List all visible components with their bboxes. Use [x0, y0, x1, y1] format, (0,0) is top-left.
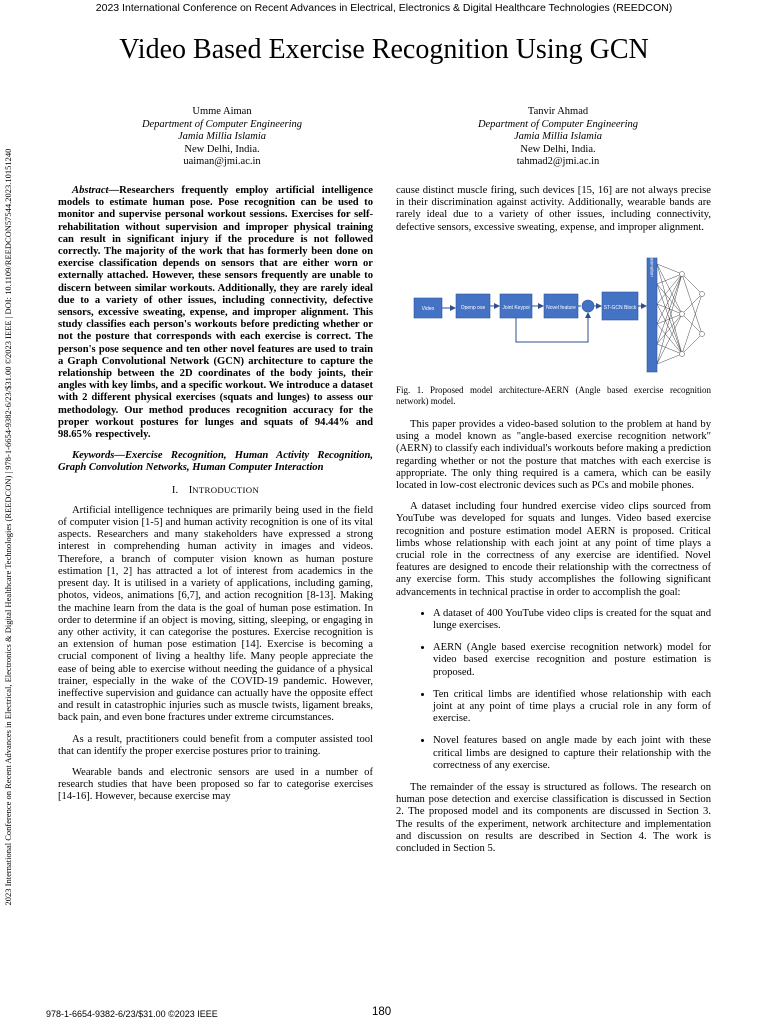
conference-header: 2023 International Conference on Recent Advances in Electrical, Electronics & Digital Healthcare Technologies (REEDCON) — [95, 2, 673, 14]
abstract — [58, 185, 373, 441]
left-column — [58, 185, 373, 813]
concat-circle — [582, 300, 594, 312]
paper-title: Video Based Exercise Recognition Using GCN — [119, 34, 649, 65]
section-heading — [58, 484, 373, 497]
section-number: I. — [171, 484, 179, 496]
section-title-first: I — [188, 484, 193, 496]
list-item: • A dataset of 400 YouTube video clips is created for the squat and lunge exercises. — [433, 608, 711, 632]
intro-paragraph-2: As a result, practitioners could benefit from a computer assisted tool that can identify the proper exercise postures prior to training. — [58, 733, 373, 757]
author-city: New Delhi, India. — [520, 143, 596, 155]
list-item: • AERN (Angle based exercise recognition network) model for video based exercise recognition and posture estimation is proposed. — [433, 642, 711, 679]
footer-isbn: 978-1-6654-9382-6/23/$31.00 ©2023 IEEE — [46, 1009, 218, 1019]
list-item: • Novel features based on angle made by each joint with these critical limbs are designed to capture their relationship with the correctness of any exercise. — [433, 735, 711, 772]
side-citation: 2023 International Conference on Recent Advances in Electrical, Electronics & Digital Healthcare Technologies (REEDCON) | 978-1-6654-9382-6/23/$31.00 ©2023 IEEE | DOI: 10.1109/REEDCON57544.2023.10151240 — [3, 148, 13, 906]
architecture-figure — [410, 254, 710, 376]
contribution-list — [396, 608, 711, 772]
intro-paragraph-1: Artificial intelligence techniques are primarily being used in the field of computer vision [1-5] and human activity recognition is one of its vital aspects. Researchers and many stakeholders have expressed a strong interest in comprehending human activity in images and videos. Therefore, a branch of computer vision known as human posture estimation [1, 2] has attracted a lot of interest from academics in the present day. It is utilised in a variety of applications, including gaming, photos, videos, animations [6,7], and action recognition [8-13]. Making the machine learn from the data is the goal of human pose estimation. In order to determine if an object is moving, sitting, sleeping, or engaging in any other activity, it can categorise the postures. Exercise recognition is an extension of human pose estimation [14]. Exercise is becoming a crucial component of living a healthy life. Many people appreciate the ease of being able to exercise without needing the guidance of a physical trainer, especially in the wake of the COVID-19 pandemic. However, ineffective supervision and guidance can actually have the opposite effect and result in catastrophic injuries such as muscle twists, ligament breaks, back pain, and even bone fractures under extreme circumstances. — [58, 504, 373, 724]
joint-label: Joint Keypoi — [502, 305, 530, 311]
section-title-rest: NTRODUCTION — [192, 484, 260, 495]
architecture-diagram — [410, 254, 710, 376]
intro-paragraph-3: Wearable bands and electronic sensors are used in a number of research studies that have been proposed so far to categorise exercises [14-16]. However, because exercise may — [58, 766, 373, 803]
author-dept: Department of Computer Engineering — [141, 118, 303, 130]
author-univ: Jamia Millia Islamia — [513, 131, 603, 142]
openpose-label: Openp ose — [460, 305, 486, 311]
figure-caption: Fig. 1. Proposed model architecture-AERN (Angle based exercise recognition network) model. — [396, 385, 711, 406]
author-dept: Department of Computer Engineering — [477, 118, 639, 130]
author-name: Umme Aiman — [192, 106, 252, 117]
right-paragraph-continued: cause distinct muscle firing, such devices [15, 16] are not always precise in their discrimination against activity. Additionally, wearable bands are rarely ideal due to a variety of other issues, including connectivity, defective sensors, excessive sweating, expense, and improper alignment. — [396, 185, 711, 233]
author-univ: Jamia Millia Islamia — [177, 131, 267, 142]
abstract-label: Abstract — [72, 185, 109, 196]
list-item: • Ten critical limbs are identified whose relationship with each joint at any point of time plays a crucial role in any form of exercise. — [433, 689, 711, 726]
abstract-text: —Researchers frequently employ artificial intelligence models to estimate human pose. Pose recognition can be used to monitor and supervise personal workout sessions. Exercises for self-rehabilitation without supervision and improper physical training can result in significant injury if the procedure is not followed correctly. The majority of the work that has formerly been done on exercise classification depends on sensors that are either worn or externally attached. However, these sensors frequently are unable to discern between similar workouts. Additionally, they are rarely ideal due to a variety of other issues, including connectivity, defective sensors, excessive sweating, expense, and improper alignment. This study classifies each person's workouts before predicting whether or not the posture that corresponds with each exercise is correct. The person's pose sequence and ten other novel features are used to train a Graph Convolutional Network (GCN) architecture to capture the relationship between the 2D coordinates of the body joints, their angles with key limbs, and a specific workout. We introduce a dataset with 2 different physical exercises (squats and lunges) to assess our methodology. Our method produces recognition accuracy for the proper workout postures for lunges and squats of 94.44% and 98.65% respectively. — [58, 185, 373, 441]
right-paragraph-2: A dataset including four hundred exercise video clips sourced from YouTube was developed for squats and lunges. Video based exercise recognition and posture estimation model AERN is proposed. Critical limbs whose relationship with each joint at any point of time plays a crucial role in the correctness of any exercise are identified. Novel features are designed to encode their relationship with the correctness of any exercise form. This study accomplishes the following significant advancements in technical practise in order to accomplish the goal: — [396, 501, 711, 598]
right-paragraph-1: This paper provides a video-based solution to the problem at hand by using a model known as "angle-based exercise recognition network" (AERN) to classify each individual's workouts before making a prediction regarding whether or not the posture that matches with each exercise is appropriate. The only thing required is a camera, which can be easily located in low-cost electronic devices such as PCs and mobile phones. — [396, 419, 711, 492]
author-name: Tanvir Ahmad — [527, 106, 589, 117]
novel-label: Novel feature — [546, 305, 576, 311]
author-block-2 — [428, 106, 688, 169]
author-email: tahmad2@jmi.ac.in — [516, 156, 600, 167]
right-column-top — [396, 185, 711, 243]
right-paragraph-final: The remainder of the essay is structured as follows. The research on human pose detection and exercise classification is discussed in Section 2. The proposed model and its components are discussed in Section 3. The results of the experiment, network architecture and implementation and discussion on results are described in Section 4. The work is concluded in Section 5. — [396, 782, 711, 855]
right-column-bottom — [396, 419, 711, 864]
author-email: uaiman@jmi.ac.in — [183, 156, 261, 167]
page-number: 180 — [372, 1006, 392, 1018]
concat-label: Concatenation — [649, 254, 655, 277]
author-block-1 — [92, 106, 352, 169]
author-city: New Delhi, India. — [184, 143, 260, 155]
stgcn-label: ST-GCN Block — [603, 305, 637, 311]
video-label: Video — [421, 306, 435, 312]
keywords: Keywords—Exercise Recognition, Human Activity Recognition, Graph Convolution Networks, Human Computer Interaction — [58, 450, 373, 474]
